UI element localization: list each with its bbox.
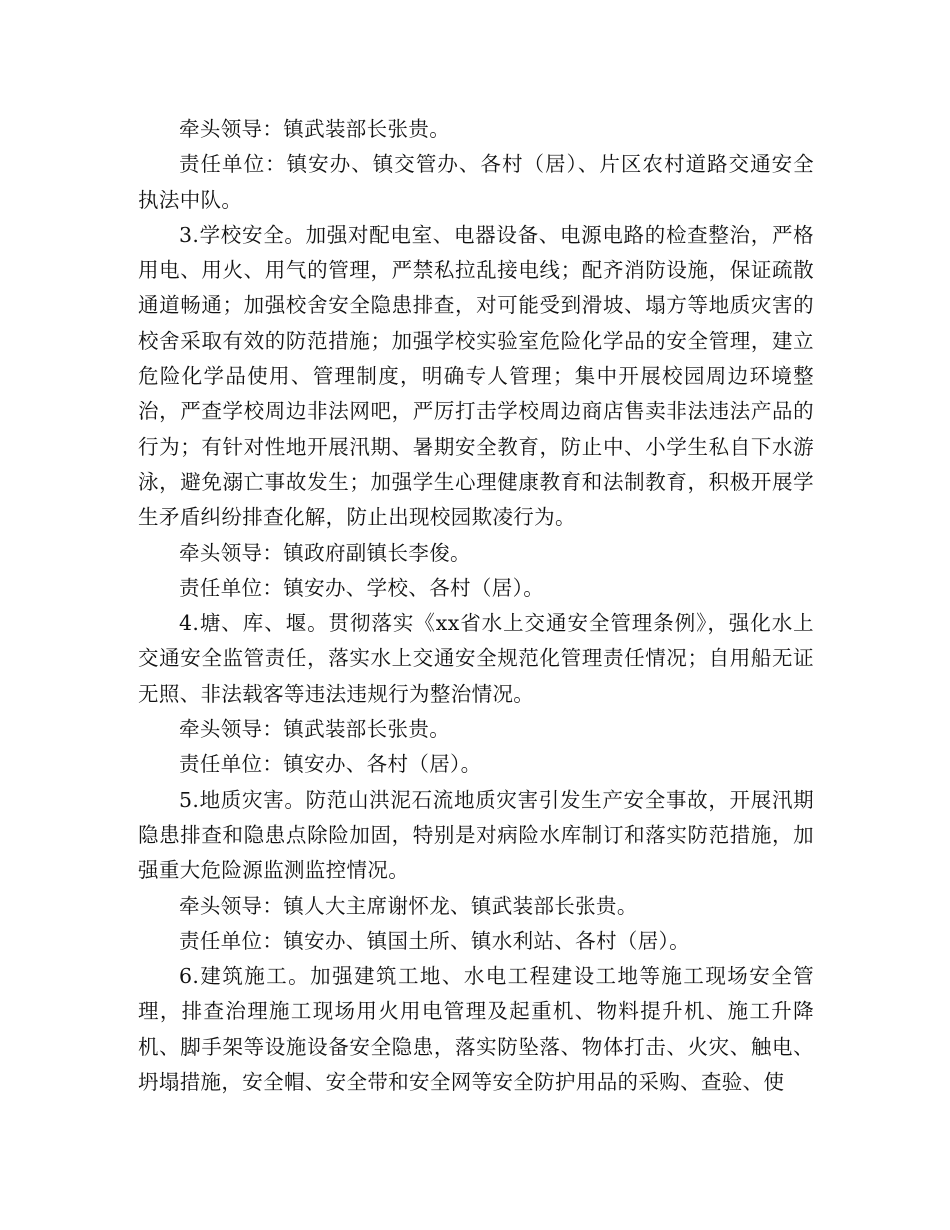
- responsible-units-line: 责任单位：镇安办、各村（居）。: [179, 752, 482, 777]
- responsible-units-line: 责任单位：镇安办、镇交管办、各村（居）、片区农村道路交通安全执法中队。: [138, 152, 814, 212]
- lead-leader-line: 牵头领导：镇武装部长张贵。: [179, 717, 451, 742]
- lead-leader-line: 牵头领导：镇人大主席谢怀龙、镇武装部长张贵。: [179, 893, 638, 918]
- section-ponds-reservoirs-weirs: 4.塘、库、堰。贯彻落实《xx省水上交通安全管理条例》，强化水上交通安全监管责任，落实水上交通安全规范化管理责任情况；自用船无证无照、非法载客等违法违规行为整治情况。: [138, 611, 814, 706]
- section-geological-hazards: 5.地质灾害。防范山洪泥石流地质灾害引发生产安全事故，开展汛期隐患排查和隐患点除险加固，特别是对病险水库制订和落实防范措施，加强重大危险源监测监控情况。: [138, 787, 814, 883]
- responsible-units-line: 责任单位：镇安办、镇国土所、镇水利站、各村（居）。: [179, 928, 690, 953]
- lead-leader-line: 牵头领导：镇政府副镇长李俊。: [179, 540, 471, 565]
- section-construction: 6.建筑施工。加强建筑工地、水电工程建设工地等施工现场安全管理，排查治理施工现场用火用电管理及起重机、物料提升机、施工升降机、脚手架等设施设备安全隐患，落实防坠落、物体打击、火灾、触电、坍塌措施，安全帽、安全带和安全网等安全防护用品的采购、查验、使: [138, 964, 814, 1095]
- lead-leader-line: 牵头领导：镇武装部长张贵。: [179, 117, 451, 141]
- responsible-units-line: 责任单位：镇安办、学校、各村（居）。: [179, 575, 545, 600]
- section-school-safety: 3.学校安全。加强对配电室、电器设备、电源电路的检查整治，严格用电、用火、用气的管理，严禁私拉乱接电线；配齐消防设施，保证疏散通道畅通；加强校舍安全隐患排查，对可能受到滑坡、塌方等地质灾害的校舍采取有效的防范措施；加强学校实验室危险化学品的安全管理，建立危险化学品使用、管理制度，明确专人管理；集中开展校园周边环境整治，严查学校周边非法网吧，严厉打击学校周边商店售卖非法违法产品的行为；有针对性地开展汛期、暑期安全教育，防止中、小学生私自下水游泳，避免溺亡事故发生；加强学生心理健康教育和法制教育，积极开展学生矛盾纠纷排查化解，防止出现校园欺凌行为。: [138, 222, 814, 530]
